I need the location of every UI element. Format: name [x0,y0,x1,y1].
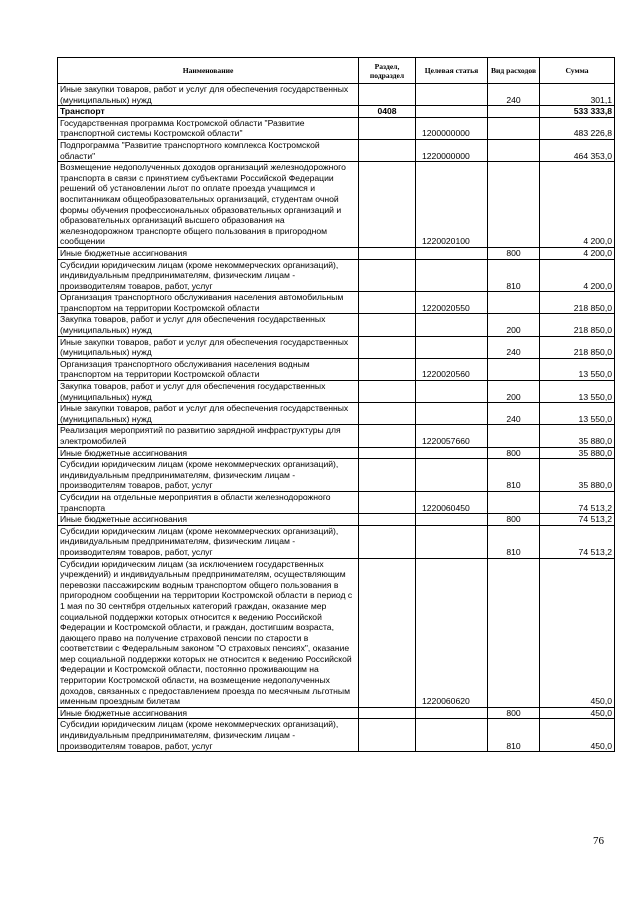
row-expense-type [488,117,540,139]
header-name: Наименование [58,58,359,84]
row-name: Иные бюджетные ассигнования [58,707,359,719]
row-sum: 4 200,0 [540,162,615,248]
row-sum: 4 200,0 [540,259,615,292]
row-name: Субсидии юридическим лицам (за исключением государственных учреждений) и индивидуальным предпринимателям, осуществляющим перевозки пассажирским водным транспортом общего пользования в пригородном сообщении на территории Костромской области в период с 1 мая по 30 сентября отдельных категорий граждан, оказание мер социальной поддержки которых относится к ведению Российской Федерации и Костромской области, и граждан, достигшим возраста, дающего право на получение страховой пенсии по старости в соответствии с Федеральным законом "О страховых пенсиях", оказание мер социальной поддержки которых не относится к ведению Российской Федерации и Костромской области, постоянно проживающим на территории Костромской области, на возмещение недополученных доходов, связанных с предоставлением проезда по месячным льготным именным проездным билетам [58,558,359,707]
table-row [58,719,615,752]
row-target [416,247,488,259]
row-name: Транспорт [58,106,359,118]
row-sum: 74 513,2 [540,514,615,526]
page-number: 76 [593,835,604,847]
row-section [359,314,416,336]
row-sum: 35 880,0 [540,447,615,459]
table-body [58,84,615,752]
row-target: 1220060620 [416,558,488,707]
row-name: Иные бюджетные ассигнования [58,514,359,526]
row-section [359,459,416,492]
row-target [416,459,488,492]
row-section [359,425,416,447]
row-name: Организация транспортного обслуживания населения автомобильным транспортом на территории Костромской области [58,292,359,314]
row-sum: 301,1 [540,84,615,106]
table-row [58,381,615,403]
table-row [58,259,615,292]
row-name: Иные бюджетные ассигнования [58,247,359,259]
row-section [359,336,416,358]
row-name: Субсидии юридическим лицам (кроме некоммерческих организаций), индивидуальным предпринимателям, физическим лицам - производителям товаров, работ, услуг [58,459,359,492]
row-section [359,139,416,161]
row-expense-type: 200 [488,314,540,336]
row-expense-type: 810 [488,525,540,558]
row-expense-type: 240 [488,84,540,106]
table-row [58,314,615,336]
row-target: 1220057660 [416,425,488,447]
row-expense-type [488,425,540,447]
row-section: 0408 [359,106,416,118]
row-sum: 218 850,0 [540,314,615,336]
row-target [416,514,488,526]
row-expense-type [488,292,540,314]
row-name: Реализация мероприятий по развитию зарядной инфраструктуры для электромобилей [58,425,359,447]
row-sum: 533 333,8 [540,106,615,118]
row-name: Иные закупки товаров, работ и услуг для обеспечения государственных (муниципальных) нужд [58,403,359,425]
row-sum: 4 200,0 [540,247,615,259]
row-sum: 74 513,2 [540,491,615,513]
row-name: Иные закупки товаров, работ и услуг для обеспечения государственных (муниципальных) нужд [58,84,359,106]
table-row [58,403,615,425]
table-row [58,525,615,558]
row-section [359,514,416,526]
row-name: Организация транспортного обслуживания населения водным транспортом на территории Костромской области [58,358,359,380]
row-section [359,117,416,139]
row-name: Возмещение недополученных доходов организаций железнодорожного транспорта в связи с принятием субъектами Российской Федерации решений об установлении льгот по оплате проезда учащимся и воспитанникам общеобразовательных организаций, студентам очной формы обучения профессиональных образовательных организаций и образовательных организаций высшего образования на железнодорожном транспорте общего пользования в пригородном сообщении [58,162,359,248]
row-name: Иные закупки товаров, работ и услуг для обеспечения государственных (муниципальных) нужд [58,336,359,358]
row-expense-type [488,491,540,513]
row-name: Субсидии юридическим лицам (кроме некоммерческих организаций), индивидуальным предпринимателям, физическим лицам - производителям товаров, работ, услуг [58,259,359,292]
row-sum: 35 880,0 [540,425,615,447]
row-expense-type: 800 [488,707,540,719]
row-expense-type: 240 [488,403,540,425]
row-section [359,259,416,292]
table-row [58,425,615,447]
row-name: Субсидии юридическим лицам (кроме некоммерческих организаций), индивидуальным предпринимателям, физическим лицам - производителям товаров, работ, услуг [58,719,359,752]
row-section [359,162,416,248]
table-row [58,292,615,314]
row-name: Закупка товаров, работ и услуг для обеспечения государственных (муниципальных) нужд [58,314,359,336]
row-target [416,336,488,358]
row-expense-type: 800 [488,514,540,526]
header-target: Целевая статья [416,58,488,84]
row-section [359,381,416,403]
row-target: 1220020560 [416,358,488,380]
row-expense-type: 240 [488,336,540,358]
row-section [359,403,416,425]
row-section [359,358,416,380]
row-expense-type [488,162,540,248]
row-sum: 13 550,0 [540,403,615,425]
row-sum: 74 513,2 [540,525,615,558]
row-section [359,719,416,752]
header-section: Раздел, подраздел [359,58,416,84]
row-expense-type [488,106,540,118]
row-sum: 483 226,8 [540,117,615,139]
row-target [416,84,488,106]
row-expense-type [488,139,540,161]
table-header-row [58,58,615,84]
row-section [359,84,416,106]
header-expense-type: Вид расходов [488,58,540,84]
row-expense-type: 200 [488,381,540,403]
row-section [359,447,416,459]
table-row [58,139,615,161]
row-target [416,719,488,752]
row-name: Иные бюджетные ассигнования [58,447,359,459]
budget-table [57,57,615,752]
row-target [416,259,488,292]
table-row [58,84,615,106]
row-name: Государственная программа Костромской области "Развитие транспортной системы Костромской области" [58,117,359,139]
row-sum: 13 550,0 [540,358,615,380]
row-expense-type: 800 [488,247,540,259]
table-row [58,336,615,358]
row-sum: 218 850,0 [540,336,615,358]
row-expense-type: 800 [488,447,540,459]
row-target [416,106,488,118]
row-target: 1220020550 [416,292,488,314]
row-target [416,381,488,403]
row-section [359,707,416,719]
table-row [58,459,615,492]
row-name: Закупка товаров, работ и услуг для обеспечения государственных (муниципальных) нужд [58,381,359,403]
table-row [58,106,615,118]
row-expense-type: 810 [488,259,540,292]
row-sum: 13 550,0 [540,381,615,403]
row-sum: 35 880,0 [540,459,615,492]
row-name: Подпрограмма "Развитие транспортного комплекса Костромской области" [58,139,359,161]
row-expense-type [488,558,540,707]
row-sum: 218 850,0 [540,292,615,314]
table-row [58,707,615,719]
row-target: 1200000000 [416,117,488,139]
table-row [58,558,615,707]
row-section [359,247,416,259]
table-row [58,514,615,526]
header-sum: Сумма [540,58,615,84]
table-row [58,162,615,248]
row-target [416,314,488,336]
row-name: Субсидии юридическим лицам (кроме некоммерческих организаций), индивидуальным предпринимателям, физическим лицам - производителям товаров, работ, услуг [58,525,359,558]
row-expense-type: 810 [488,719,540,752]
row-section [359,558,416,707]
row-target [416,707,488,719]
row-section [359,491,416,513]
row-sum: 450,0 [540,707,615,719]
row-expense-type [488,358,540,380]
row-target: 1220020100 [416,162,488,248]
row-sum: 450,0 [540,558,615,707]
row-sum: 464 353,0 [540,139,615,161]
row-expense-type: 810 [488,459,540,492]
row-section [359,292,416,314]
table-row [58,491,615,513]
table-row [58,247,615,259]
row-target [416,447,488,459]
row-name: Субсидии на отдельные мероприятия в области железнодорожного транспорта [58,491,359,513]
row-section [359,525,416,558]
table-row [58,358,615,380]
table-row [58,447,615,459]
row-target: 1220060450 [416,491,488,513]
table-row [58,117,615,139]
row-target [416,525,488,558]
row-target: 1220000000 [416,139,488,161]
row-target [416,403,488,425]
row-sum: 450,0 [540,719,615,752]
